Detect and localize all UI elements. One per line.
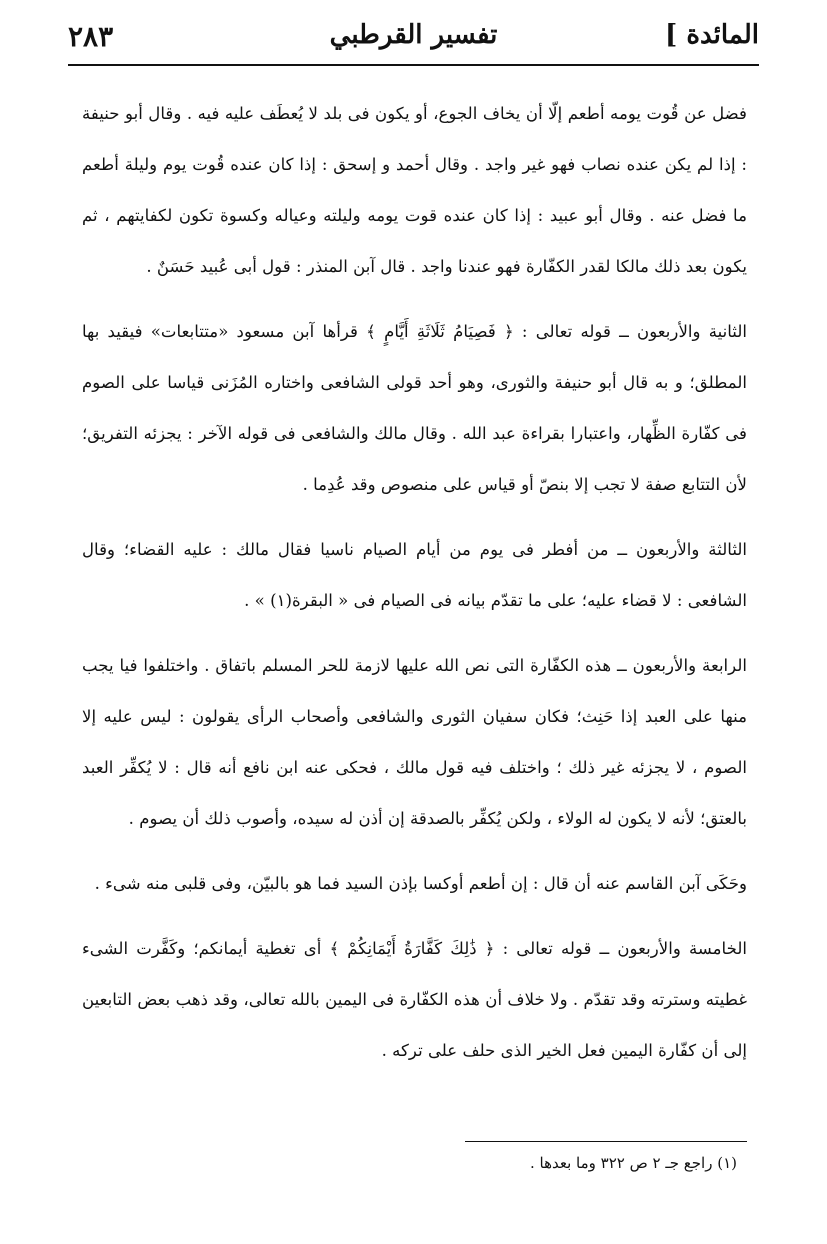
header-rule xyxy=(68,64,759,66)
surah-name: المائدة ] xyxy=(665,20,759,50)
body-text xyxy=(82,88,747,1090)
footnote-rule xyxy=(465,1141,747,1142)
paragraph: الرابعة والأربعون ــ هذه الكفّارة التى نص الله عليها لازمة للحر المسلم باتفاق . واختلفوا فيا يجب منها على العبد إذا حَنِث؛ فكان سفيان الثورى والشافعى وأصحاب الرأى يقولون : ليس عليه إلا الصوم ، لا يجزئه غير ذلك ؛ واختلف فيه قول مالك ، فحكى عنه ابن نافع أنه قال : لا يُكفِّر العبد بالعتق؛ لأنه لا يكون له الولاء ، ولكن يُكفِّر بالصدقة إن أذن له سيده، وأصوب ذلك أن يصوم . xyxy=(82,656,747,828)
paragraph: فضل عن قُوت يومه أطعم إلّا أن يخاف الجوع، أو يكون فى بلد لا يُعطَف عليه فيه . وقال أبو حنيفة : إذا لم يكن عنده نصاب فهو غير واجد . وقال أحمد و إسحق : إذا كان عنده قُوت يوم وليلة أطعم ما فضل عنه . وقال أبو عبيد : إذا كان عنده قوت يومه وليلته وعياله وكسوة تكون لكفايتهم ، ثم يكون بعد ذلك مالكا لقدر الكفّارة فهو عندنا واجد . قال آبن المنذر : قول أبى عُبيد حَسَنٌ . xyxy=(82,104,747,276)
page-number: ٢٨٣ xyxy=(68,20,114,53)
running-title: تفسير القرطبي xyxy=(329,20,498,50)
paragraph: الثانية والأربعون ــ قوله تعالى : ﴿ فَصِيَامُ ثَلَاثَةِ أَيَّامٍ ﴾ قرأها آبن مسعود «متتابعات» فيقيد بها المطلق؛ و به قال أبو حنيفة والثورى، وهو أحد قولى الشافعى واختاره المُزَنى قياسا على الصوم فى كفّارة الظِّهار، واعتبارا بقراءة عبد الله . وقال مالك والشافعى فى قوله الآخر : يجزئه التفريق؛ لأن التتابع صفة لا تجب إلا بنصّ أو قياس على منصوص وقد عُدِما . xyxy=(82,322,747,494)
paragraph: الثالثة والأربعون ــ من أفطر فى يوم من أيام الصيام ناسيا فقال مالك : عليه القضاء؛ وقال الشافعى : لا قضاء عليه؛ على ما تقدّم بيانه فى الصيام فى « البقرة(١) » . xyxy=(82,540,747,610)
paragraph: الخامسة والأربعون ــ قوله تعالى : ﴿ ذَٰلِكَ كَفَّارَةُ أَيْمَانِكُمْ ﴾ أى تغطية أيمانكم؛ وكَفَّرت الشىء غطيته وسترته وقد تقدّم . ولا خلاف أن هذه الكفّارة فى اليمين بالله تعالى، وقد ذهب بعض التابعين إلى أن كفّارة اليمين فعل الخير الذى حلف على تركه . xyxy=(82,939,747,1060)
paragraph: وحَكَى آبن القاسم عنه أن قال : إن أطعم أوكسا بإذن السيد فما هو بالبيّن، وفى قلبى منه شىء . xyxy=(94,874,747,893)
page-header xyxy=(68,14,759,58)
footnote: (١) راجع جـ ٢ ص ٣٢٢ وما بعدها . xyxy=(529,1154,737,1172)
